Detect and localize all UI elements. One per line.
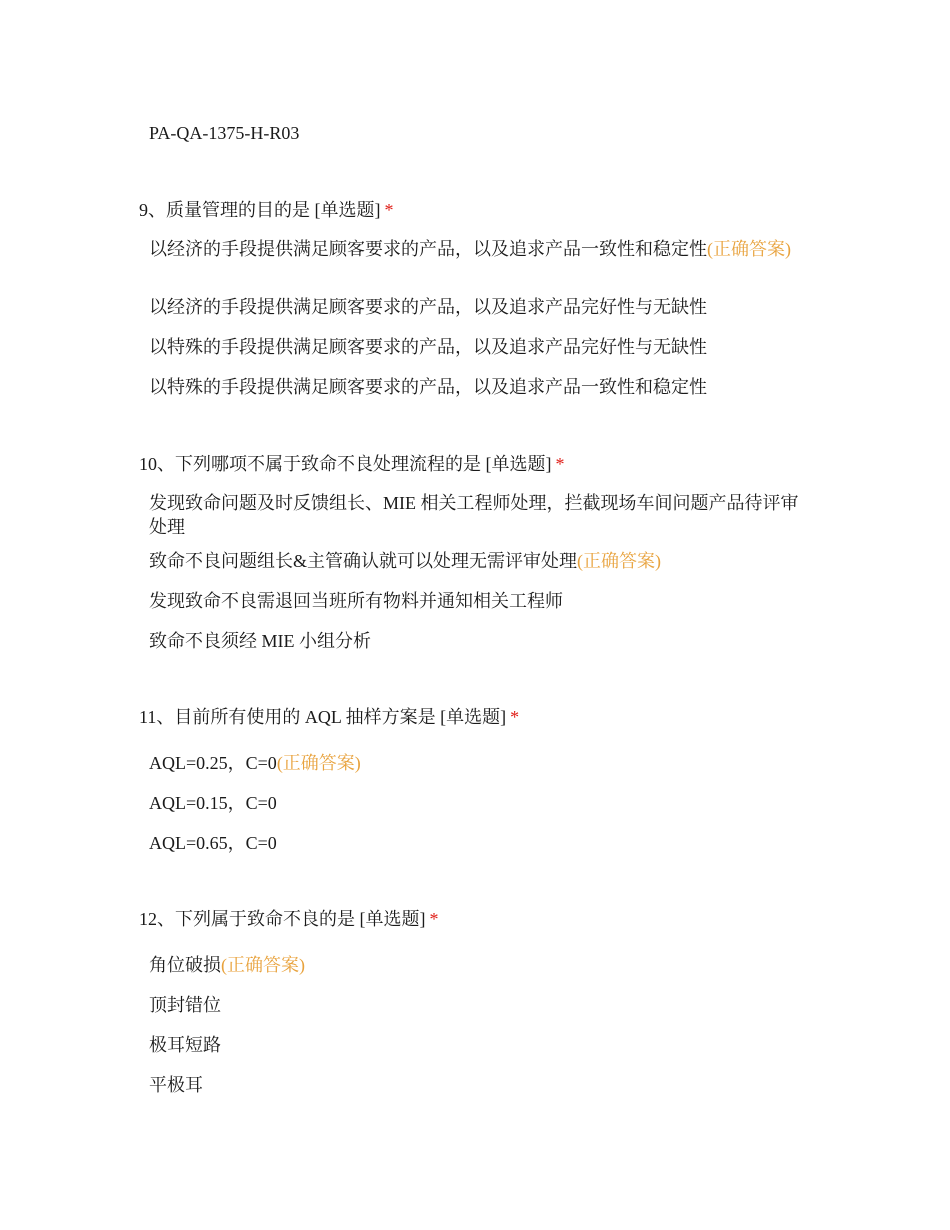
option-item[interactable]	[149, 831, 819, 855]
required-mark: *	[429, 909, 439, 929]
option-text: AQL=0.25，C=0	[149, 753, 277, 773]
option-item[interactable]	[149, 549, 819, 573]
question-title-text: 12、下列属于致命不良的是 [单选题]	[139, 909, 426, 929]
option-text: 发现致命不良需退回当班所有物料并通知相关工程师	[149, 591, 563, 611]
required-mark: *	[555, 454, 565, 474]
question-title-text: 10、下列哪项不属于致命不良处理流程的是 [单选题]	[139, 454, 552, 474]
document-code: PA-QA-1375-H-R03	[149, 123, 300, 143]
correct-answer-label: (正确答案)	[577, 551, 661, 571]
correct-answer-label: (正确答案)	[276, 753, 361, 773]
option-item[interactable]	[149, 629, 819, 653]
question-title	[139, 706, 519, 728]
question-title	[139, 199, 394, 221]
correct-answer-label: (正确答案)	[221, 955, 305, 975]
option-item[interactable]	[149, 375, 819, 399]
option-text: 角位破损	[149, 955, 221, 975]
option-item[interactable]	[149, 993, 819, 1017]
option-text: 致命不良须经 MIE 小组分析	[149, 631, 371, 651]
option-text: 致命不良问题组长&主管确认就可以处理无需评审处理	[149, 551, 577, 571]
option-text: 平极耳	[149, 1075, 203, 1095]
question-title-text: 11、目前所有使用的 AQL 抽样方案是 [单选题]	[139, 707, 507, 727]
option-item[interactable]	[149, 1033, 819, 1057]
option-item[interactable]	[149, 295, 819, 319]
option-item[interactable]	[149, 237, 819, 261]
option-text: AQL=0.15，C=0	[149, 793, 277, 813]
option-item[interactable]	[149, 491, 809, 539]
option-item[interactable]	[149, 1073, 819, 1097]
required-mark: *	[384, 200, 394, 220]
required-mark: *	[510, 707, 520, 727]
option-item[interactable]	[149, 751, 819, 775]
option-text: 发现致命问题及时反馈组长、MIE 相关工程师处理，拦截现场车间问题产品待评审处理	[149, 493, 799, 537]
option-item[interactable]	[149, 335, 819, 359]
question-title-text: 9、质量管理的目的是 [单选题]	[139, 200, 381, 220]
option-text: 以特殊的手段提供满足顾客要求的产品，以及追求产品完好性与无缺性	[149, 337, 707, 357]
option-text: 顶封错位	[149, 995, 221, 1015]
option-text: 极耳短路	[149, 1035, 221, 1055]
option-text: 以特殊的手段提供满足顾客要求的产品，以及追求产品一致性和稳定性	[149, 377, 707, 397]
option-text: 以经济的手段提供满足顾客要求的产品，以及追求产品一致性和稳定性	[149, 239, 707, 259]
option-item[interactable]	[149, 953, 819, 977]
question-title	[139, 453, 565, 475]
option-text: AQL=0.65，C=0	[149, 833, 277, 853]
option-text: 以经济的手段提供满足顾客要求的产品，以及追求产品完好性与无缺性	[149, 297, 707, 317]
correct-answer-label: (正确答案)	[707, 239, 791, 259]
option-item[interactable]	[149, 791, 819, 815]
option-item[interactable]	[149, 589, 819, 613]
question-title	[139, 908, 439, 930]
